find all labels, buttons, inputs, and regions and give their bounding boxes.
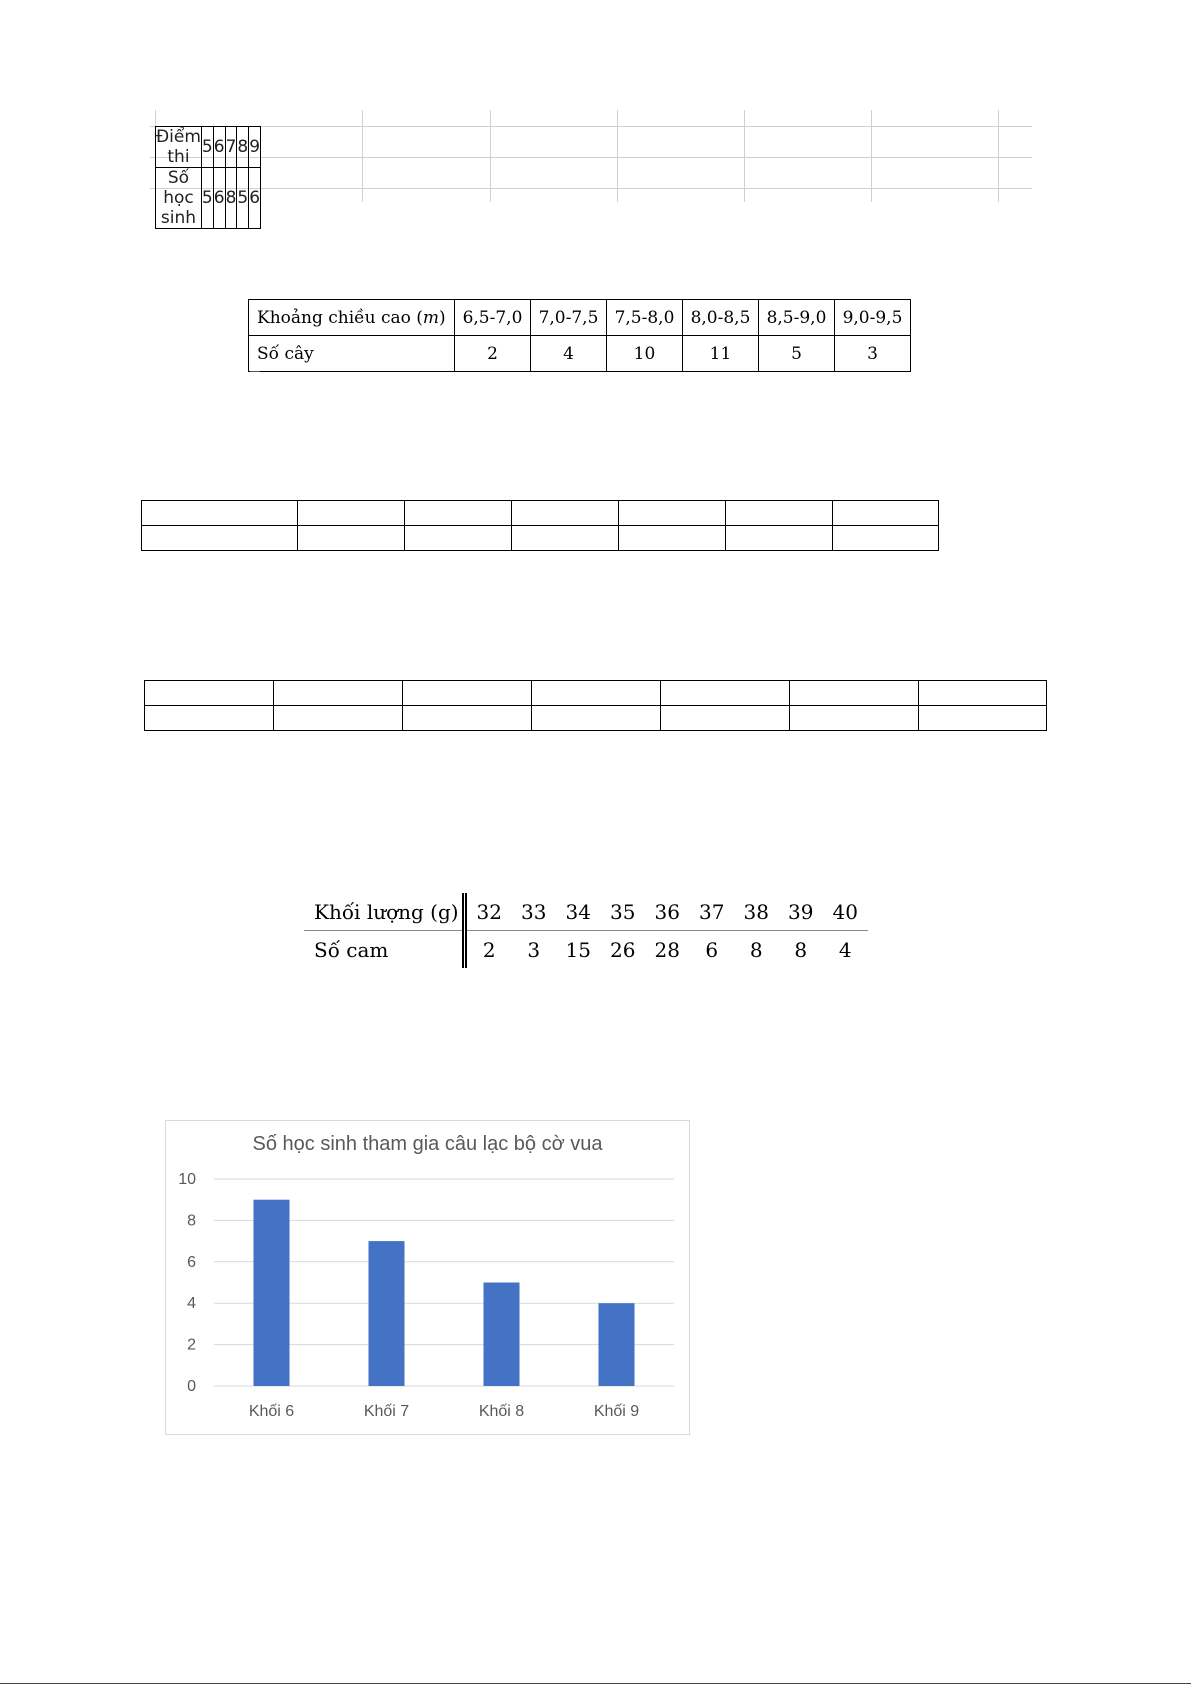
table-row — [142, 501, 939, 526]
table-cell: 7,0-7,5 — [531, 300, 607, 336]
y-tick-label: 2 — [187, 1336, 196, 1354]
table-cell — [619, 501, 726, 526]
table-cell: 40 — [823, 893, 868, 931]
stray-mark — [250, 371, 260, 372]
chart-title: Số học sinh tham gia câu lạc bộ cờ vua — [252, 1133, 603, 1155]
table-cell: 7,5-8,0 — [607, 300, 683, 336]
table-cell — [919, 706, 1047, 731]
table-cell: 10 — [607, 336, 683, 372]
table-cell: 8,0-8,5 — [683, 300, 759, 336]
table-cell — [403, 681, 532, 706]
table-row — [249, 300, 911, 336]
x-tick-label: Khối 9 — [593, 1403, 640, 1420]
table-row — [304, 931, 868, 969]
y-tick-label: 10 — [178, 1171, 196, 1188]
table-row — [142, 526, 939, 551]
table-cell: 8 — [749, 937, 763, 962]
unit-variable: m — [422, 307, 440, 328]
empty-table-2 — [144, 680, 1047, 731]
y-tick-label: 4 — [187, 1295, 196, 1313]
table-cell: 6 — [249, 168, 261, 229]
table-cell: 26 — [610, 937, 636, 962]
table-cell — [405, 526, 512, 551]
table-row — [156, 127, 261, 168]
table-cell — [142, 501, 298, 526]
table-cell — [512, 526, 619, 551]
table-cell: 37 — [690, 893, 735, 931]
bar — [369, 1241, 405, 1386]
table-cell — [145, 706, 274, 731]
table-cell: 8,5-9,0 — [759, 300, 835, 336]
table-cell: 5 — [237, 168, 249, 229]
bar — [599, 1303, 635, 1386]
table-cell: 8 — [237, 127, 249, 168]
table-cell — [298, 501, 405, 526]
table-cell — [405, 501, 512, 526]
y-tick-label: 8 — [187, 1212, 196, 1230]
table-cell: 5 — [201, 127, 213, 168]
x-tick-label: Khối 7 — [363, 1403, 410, 1420]
table-cell: 32 — [465, 893, 512, 931]
table-cell — [790, 706, 919, 731]
table-cell — [403, 706, 532, 731]
table-cell: 9 — [249, 127, 261, 168]
score-table — [155, 126, 261, 229]
table-cell: 2 — [455, 336, 531, 372]
table-cell: 6 — [705, 937, 719, 962]
table-cell: 9,0-9,5 — [835, 300, 911, 336]
table-cell: 7 — [225, 127, 237, 168]
table-cell — [661, 681, 790, 706]
table-cell: 34 — [556, 893, 601, 931]
table-row — [249, 336, 911, 372]
table-cell: 36 — [645, 893, 690, 931]
y-tick-label: 0 — [187, 1378, 196, 1395]
table-cell — [726, 526, 833, 551]
chess-club-chart — [165, 1120, 690, 1435]
table-cell: 6 — [213, 127, 225, 168]
table-cell — [532, 681, 661, 706]
table-row — [156, 168, 261, 229]
table-row — [145, 681, 1047, 706]
bar — [484, 1283, 520, 1387]
x-tick-label: Khối 8 — [478, 1403, 525, 1420]
table-cell: 28 — [654, 937, 680, 962]
table-cell — [790, 681, 919, 706]
table-cell: 15 — [565, 937, 591, 962]
table-cell: 6 — [213, 168, 225, 229]
table-cell: 4 — [838, 937, 852, 962]
table-row — [145, 706, 1047, 731]
row-header-score: Điểm thi — [156, 127, 201, 167]
table-cell: 35 — [601, 893, 646, 931]
bar — [254, 1200, 290, 1386]
table-cell: 3 — [835, 336, 911, 372]
page-bottom-rule — [0, 1683, 1191, 1684]
table-row — [304, 893, 868, 931]
x-tick-label: Khối 6 — [248, 1403, 295, 1420]
table-cell: 8 — [794, 937, 808, 962]
header-text-end: ) — [439, 307, 446, 328]
table-cell — [142, 526, 298, 551]
table-cell — [274, 681, 403, 706]
table-cell: 3 — [527, 937, 541, 962]
table-cell — [833, 501, 939, 526]
table-cell: 11 — [683, 336, 759, 372]
row-header-orange-count: Số cam — [304, 931, 465, 969]
y-tick-label: 6 — [187, 1253, 196, 1271]
row-header-tree-count: Số cây — [249, 336, 455, 372]
table-cell: 5 — [201, 168, 213, 229]
table-cell — [512, 501, 619, 526]
table-cell — [619, 526, 726, 551]
table-cell — [298, 526, 405, 551]
table-cell: 4 — [531, 336, 607, 372]
table-cell: 6,5-7,0 — [455, 300, 531, 336]
row-header-students: Số học sinh — [156, 168, 202, 229]
tree-height-table — [248, 299, 911, 372]
table-cell — [145, 681, 274, 706]
orange-weight-table — [304, 893, 868, 968]
header-text: Khoảng chiều cao ( — [257, 307, 423, 328]
row-header-weight: Khối lượng (g) — [304, 893, 465, 931]
table-cell — [919, 681, 1047, 706]
table-cell: 39 — [779, 893, 824, 931]
table-cell — [661, 706, 790, 731]
table-cell: 8 — [225, 168, 237, 229]
table-cell: 5 — [759, 336, 835, 372]
table-cell — [532, 706, 661, 731]
table-cell — [833, 526, 939, 551]
table-cell: 33 — [512, 893, 557, 931]
chart-plot — [166, 1121, 689, 1434]
table-cell: 38 — [734, 893, 779, 931]
table-cell — [726, 501, 833, 526]
row-header-height-range — [249, 300, 455, 336]
empty-table-1 — [141, 500, 939, 551]
table-cell: 2 — [482, 937, 496, 962]
table-cell — [274, 706, 403, 731]
